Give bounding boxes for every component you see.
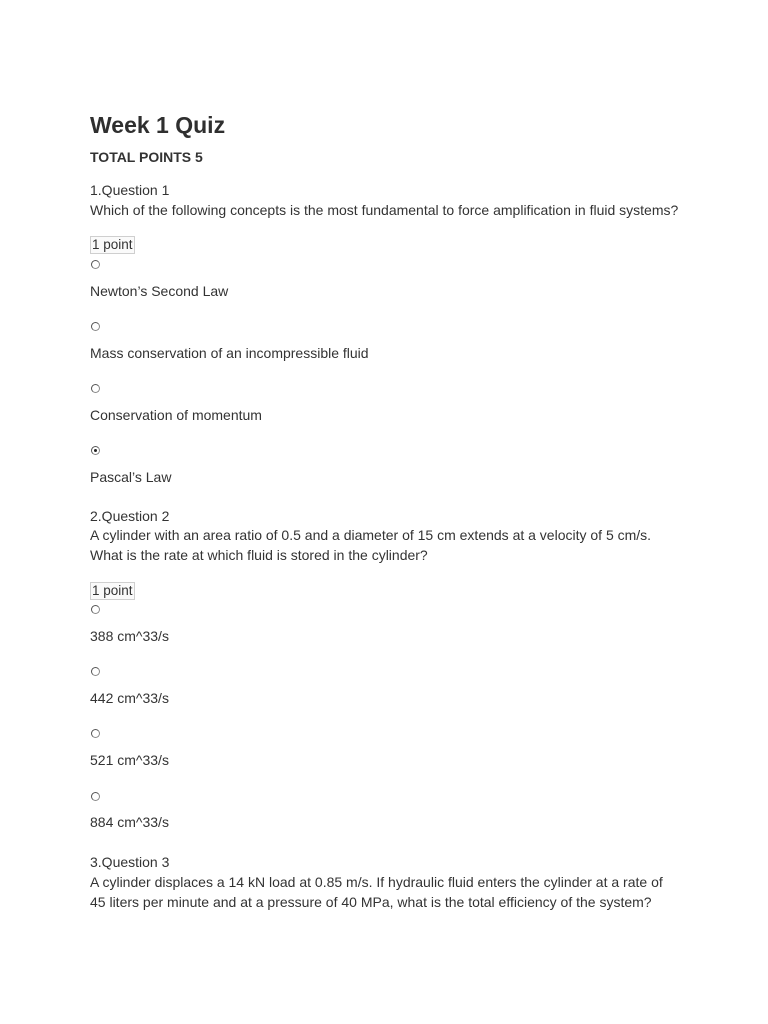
question-1-option-1-label[interactable]: Newton’s Second Law bbox=[90, 283, 229, 299]
question-2-header: 2.Question 2 bbox=[90, 508, 170, 524]
question-1-option-4-radio[interactable] bbox=[91, 446, 100, 455]
question-1-option-1-radio[interactable] bbox=[91, 260, 100, 269]
question-3-text: A cylinder displaces a 14 kN load at 0.85 m/s. If hydraulic fluid enters the cylinder at a rate of 45 liters per minute and at a pressure of 40 MPa, what is the total efficiency of the system? bbox=[90, 874, 663, 910]
question-2-option-2-label[interactable]: 442 cm^33/s bbox=[90, 690, 169, 706]
quiz-title: Week 1 Quiz bbox=[90, 112, 226, 138]
total-points: TOTAL POINTS 5 bbox=[90, 149, 203, 165]
question-2-text: A cylinder with an area ratio of 0.5 and a diameter of 15 cm extends at a velocity of 5 cm/s. What is the rate at which fluid is stored in the cylinder? bbox=[90, 527, 652, 563]
question-1-option-4-label[interactable]: Pascal’s Law bbox=[90, 469, 172, 485]
question-2-option-3-label[interactable]: 521 cm^33/s bbox=[90, 752, 169, 768]
question-3-header: 3.Question 3 bbox=[90, 854, 170, 870]
question-2-option-4-label[interactable]: 884 cm^33/s bbox=[90, 814, 169, 830]
question-2-option-2-radio[interactable] bbox=[91, 667, 100, 676]
question-1-text: Which of the following concepts is the most fundamental to force amplification in fluid systems? bbox=[90, 202, 679, 218]
question-2-option-1-radio[interactable] bbox=[91, 605, 100, 614]
question-2-option-3-radio[interactable] bbox=[91, 729, 100, 738]
question-2-points-badge: 1 point bbox=[92, 583, 133, 598]
question-1-option-3-label[interactable]: Conservation of momentum bbox=[90, 407, 262, 423]
question-1-points-badge: 1 point bbox=[92, 237, 133, 252]
question-2-option-1-label[interactable]: 388 cm^33/s bbox=[90, 628, 169, 644]
question-1-option-3-radio[interactable] bbox=[91, 384, 100, 393]
question-1-option-2-radio[interactable] bbox=[91, 322, 100, 331]
question-1-option-2-label[interactable]: Mass conservation of an incompressible fluid bbox=[90, 345, 369, 361]
question-2-option-4-radio[interactable] bbox=[91, 792, 100, 801]
question-1-header: 1.Question 1 bbox=[90, 182, 170, 198]
